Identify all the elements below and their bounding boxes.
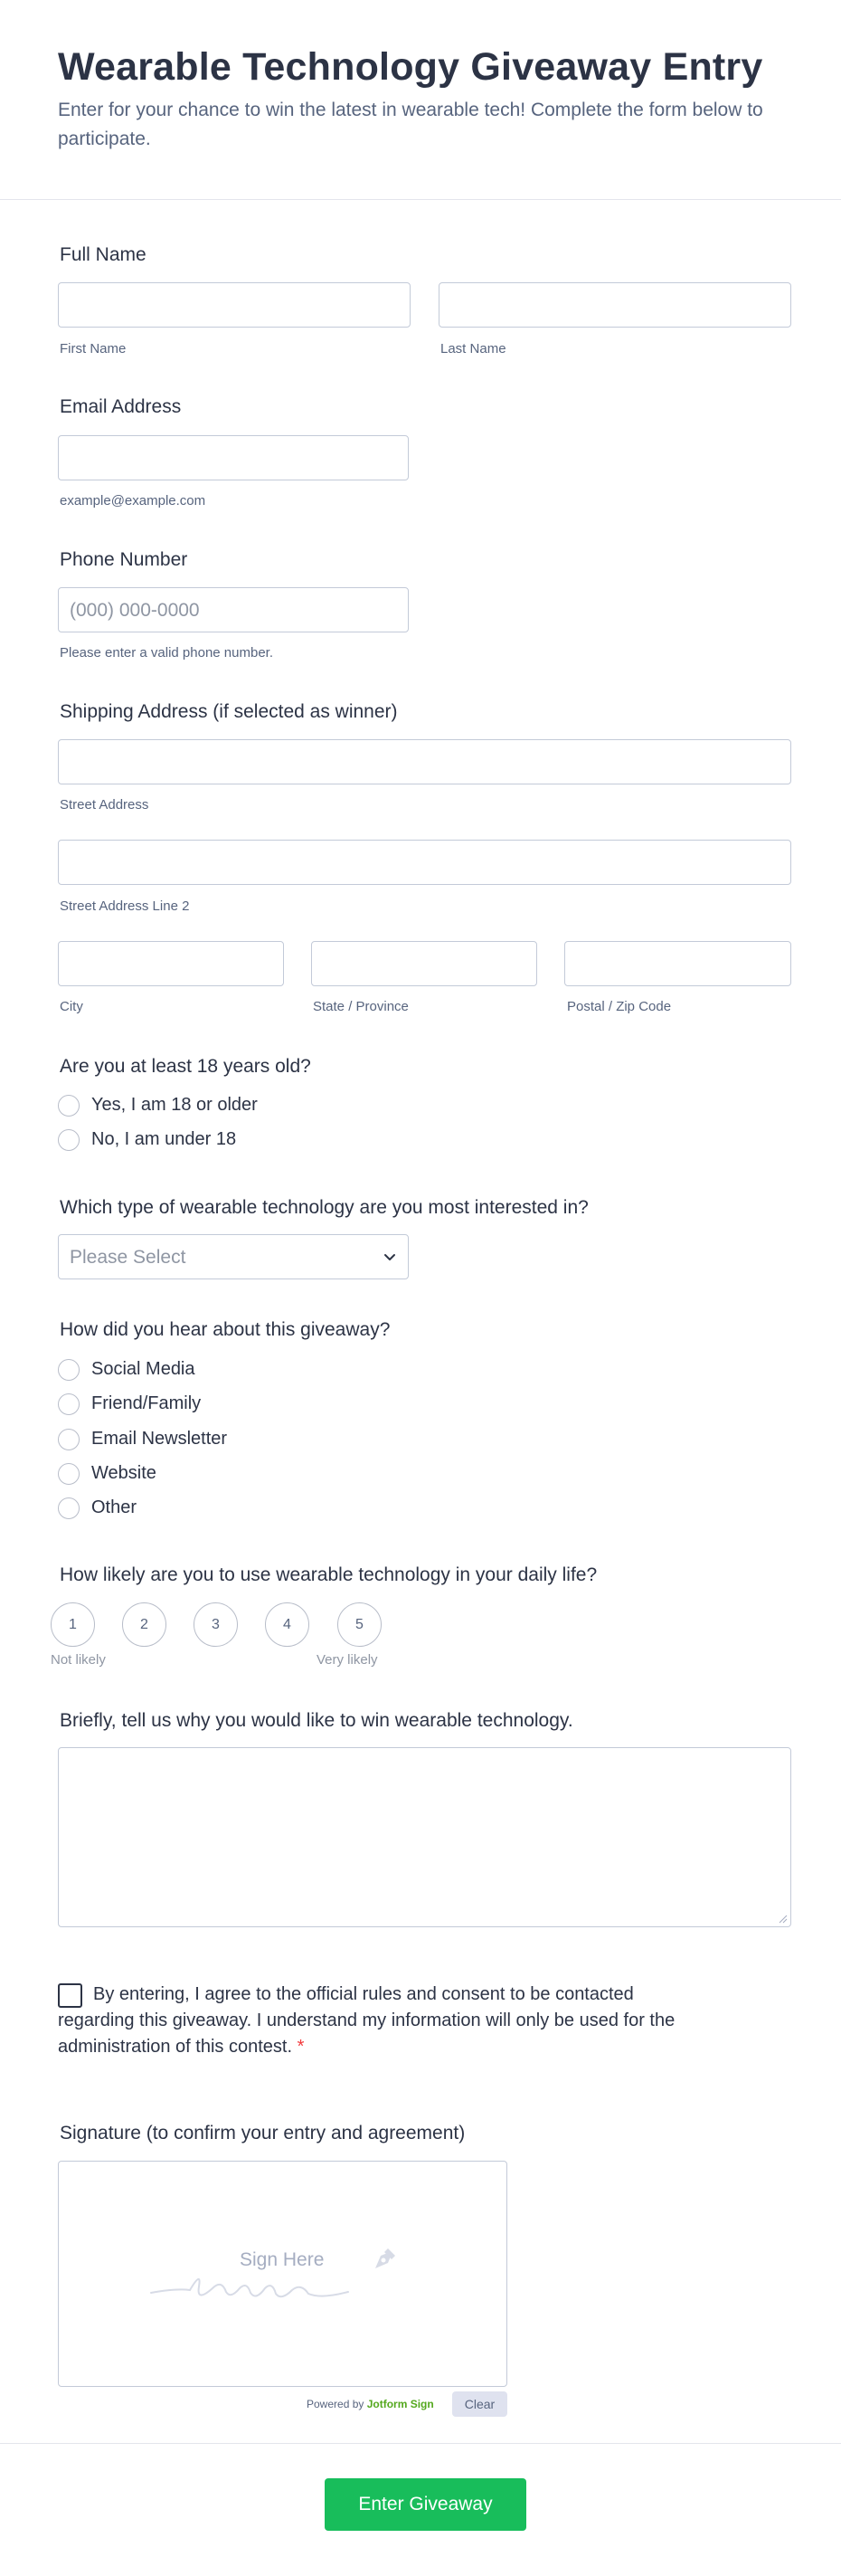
state-sublabel: State / Province — [313, 999, 409, 1014]
age-label: Are you at least 18 years old? — [60, 1056, 311, 1077]
phone-label: Phone Number — [60, 549, 188, 570]
radio-button[interactable] — [58, 1497, 80, 1519]
signature-pad[interactable] — [58, 2161, 507, 2387]
reason-label: Briefly, tell us why you would like to win wearable technology. — [60, 1710, 573, 1731]
last-name-sublabel: Last Name — [440, 341, 506, 356]
signature-label: Signature (to confirm your entry and agreement) — [60, 2123, 466, 2143]
scale-high-caption: Very likely — [317, 1652, 378, 1668]
first-name-input[interactable] — [58, 282, 411, 328]
scale-option-1[interactable]: 1 — [51, 1602, 95, 1647]
scale-option-3[interactable]: 3 — [194, 1602, 238, 1647]
zip-sublabel: Postal / Zip Code — [567, 999, 672, 1014]
scale-option-5[interactable]: 5 — [337, 1602, 382, 1647]
form-subtitle: Enter for your chance to win the latest in wearable tech! Complete the form below to participate. — [58, 100, 763, 149]
street-address-2-input[interactable] — [58, 840, 791, 885]
required-mark: * — [297, 2037, 305, 2057]
phone-input[interactable] — [58, 587, 409, 632]
email-sublabel: example@example.com — [60, 493, 206, 509]
powered-prefix: Powered by — [307, 2398, 367, 2410]
phone-sublabel: Please enter a valid phone number. — [60, 645, 273, 661]
address-label: Shipping Address (if selected as winner) — [60, 701, 398, 722]
street-address-2-sublabel: Street Address Line 2 — [60, 898, 190, 914]
scale-option-4[interactable]: 4 — [265, 1602, 309, 1647]
phone-placeholder: (000) 000-0000 — [70, 600, 200, 621]
clear-signature-button[interactable]: Clear — [452, 2391, 507, 2417]
zip-input[interactable] — [564, 941, 791, 986]
likely-label: How likely are you to use wearable technology in your daily life? — [60, 1564, 598, 1585]
sign-here-text: Sign Here — [240, 2249, 325, 2270]
radio-button[interactable] — [58, 1429, 80, 1450]
radio-button[interactable] — [58, 1359, 80, 1381]
wearable-type-select[interactable] — [58, 1234, 409, 1279]
street-address-sublabel: Street Address — [60, 797, 149, 813]
select-placeholder: Please Select — [70, 1247, 186, 1268]
radio-label: Email Newsletter — [91, 1429, 228, 1449]
consent-text — [58, 1982, 709, 2060]
wearable-type-label: Which type of wearable technology are you most interested in? — [60, 1197, 589, 1218]
resize-grip-icon[interactable] — [779, 1915, 788, 1924]
city-input[interactable] — [58, 941, 284, 986]
email-label: Email Address — [60, 396, 182, 417]
first-name-sublabel: First Name — [60, 341, 127, 356]
radio-label: Friend/Family — [91, 1393, 202, 1413]
radio-button[interactable] — [58, 1129, 80, 1151]
form-header — [0, 0, 841, 200]
street-address-input[interactable] — [58, 739, 791, 784]
submit-button[interactable]: Enter Giveaway — [325, 2478, 526, 2531]
radio-button[interactable] — [58, 1095, 80, 1117]
radio-button[interactable] — [58, 1463, 80, 1485]
last-name-input[interactable] — [439, 282, 791, 328]
radio-label: Website — [91, 1463, 156, 1483]
radio-label: Yes, I am 18 or older — [91, 1095, 258, 1115]
radio-label: Other — [91, 1497, 137, 1517]
state-input[interactable] — [311, 941, 537, 986]
heard-label: How did you hear about this giveaway? — [60, 1319, 391, 1340]
powered-by-text — [307, 2398, 434, 2410]
radio-label: No, I am under 18 — [91, 1129, 237, 1149]
consent-label: By entering, I agree to the official rules and consent to be contacted regarding this giveaway. I understand my information will only be used for the administration of this contest. — [58, 1984, 676, 2057]
footer-divider — [0, 2443, 841, 2444]
scale-low-caption: Not likely — [51, 1652, 106, 1668]
radio-button[interactable] — [58, 1393, 80, 1415]
jotform-sign-brand: Jotform Sign — [366, 2398, 434, 2410]
chevron-down-icon — [381, 1248, 399, 1266]
scale-option-2[interactable]: 2 — [122, 1602, 166, 1647]
city-sublabel: City — [60, 999, 83, 1014]
form-title: Wearable Technology Giveaway Entry — [58, 45, 763, 89]
email-input[interactable] — [58, 435, 409, 480]
reason-textarea[interactable] — [58, 1747, 791, 1927]
pen-nib-icon — [366, 2241, 402, 2277]
full-name-label: Full Name — [60, 244, 146, 265]
radio-label: Social Media — [91, 1359, 195, 1379]
